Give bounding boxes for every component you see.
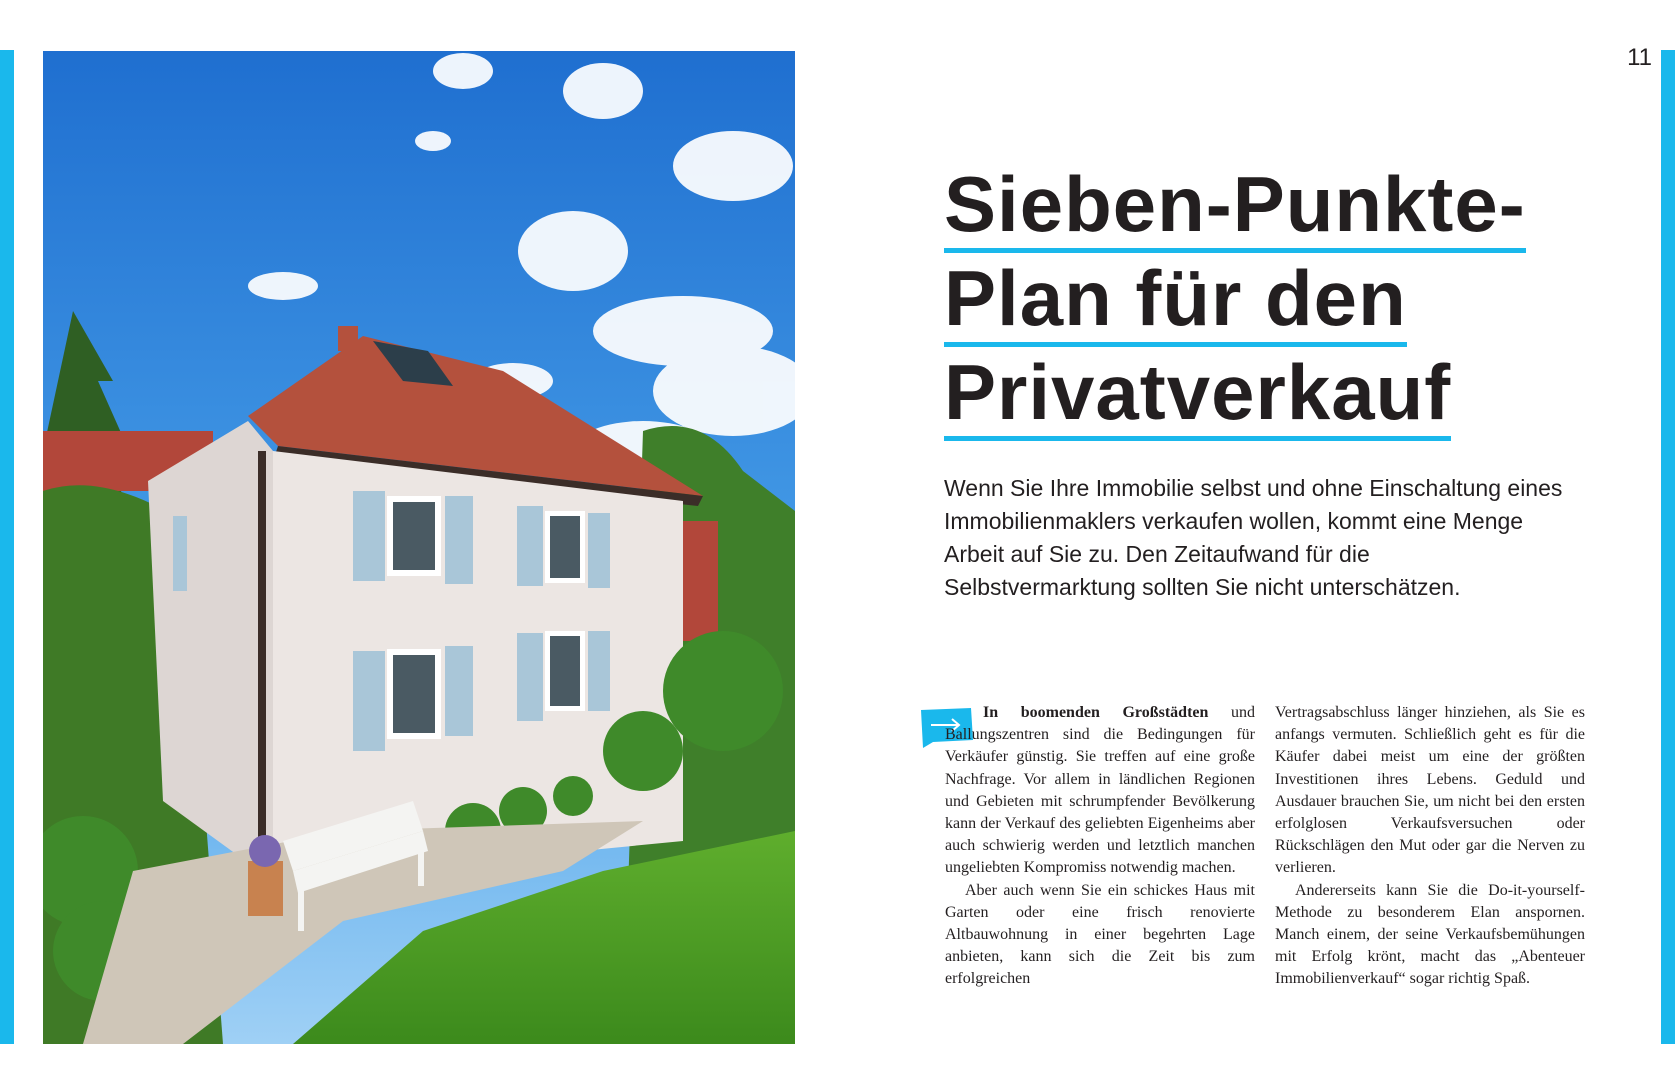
- page-number: 11: [1627, 44, 1652, 71]
- body-text: und Ballungszentren sind die Bedingungen für Verkäufer günstig. Sie treffen auf eine große Nachfrage. Vor allem in ländlichen Regionen und Gebieten mit schrumpfender Bevölkerung kann der Verkauf des geliebten Eigenheims aber auch schwierig werden und letztlich manchen ungeliebten Kompromiss notwendig machen.: [945, 704, 1256, 877]
- run-in-heading: In boomenden Großstädten: [983, 704, 1209, 721]
- left-edge-bar: [0, 50, 14, 1044]
- body-paragraph: Aber auch wenn Sie ein schickes Haus mit Garten oder eine frisch renovierte Altbauwohnung in einer begehrten Lage anbieten, kann sich die Zeit bis zum erfolgreichen: [945, 881, 1255, 988]
- headline-line-1: Sieben-Punkte-: [944, 165, 1526, 253]
- headline-line-2: Plan für den: [944, 259, 1407, 347]
- body-column-1: [945, 702, 1255, 991]
- headline: [944, 160, 1584, 442]
- body-paragraph: Andererseits kann Sie die Do-it-yourself-Methode zu besonderem Elan anspornen. Manch einem, der seine Verkaufsbemühungen mit Erfolg krönt, macht das „Abenteuer Immobilienverkauf“ sogar richtig Spaß.: [1275, 881, 1585, 988]
- right-edge-bar: [1661, 50, 1675, 1044]
- body-column-2: [1275, 702, 1585, 991]
- house-illustration: [43, 51, 795, 1044]
- body-paragraph: Vertragsabschluss länger hinziehen, als Sie es anfangs vermuten. Schließlich geht es für die Käufer dabei meist um eine der größten Investitionen ihres Lebens. Geduld und Ausdauer brauchen Sie, um nicht bei den ersten erfolglosen Verkaufsversuchen oder Rückschlägen den Mut oder gar die Nerven zu verlieren.: [1275, 704, 1585, 877]
- body-paragraph: [945, 702, 1255, 880]
- headline-line-3: Privatverkauf: [944, 353, 1451, 441]
- house-photo: [43, 51, 795, 1044]
- lead-paragraph: Wenn Sie Ihre Immobilie selbst und ohne Einschaltung eines Immobilienmaklers verkaufen wollen, kommt eine Menge Arbeit auf Sie zu. Den Zeitaufwand für die Selbstvermarktung sollten Sie nicht unterschätzen.: [944, 475, 1563, 600]
